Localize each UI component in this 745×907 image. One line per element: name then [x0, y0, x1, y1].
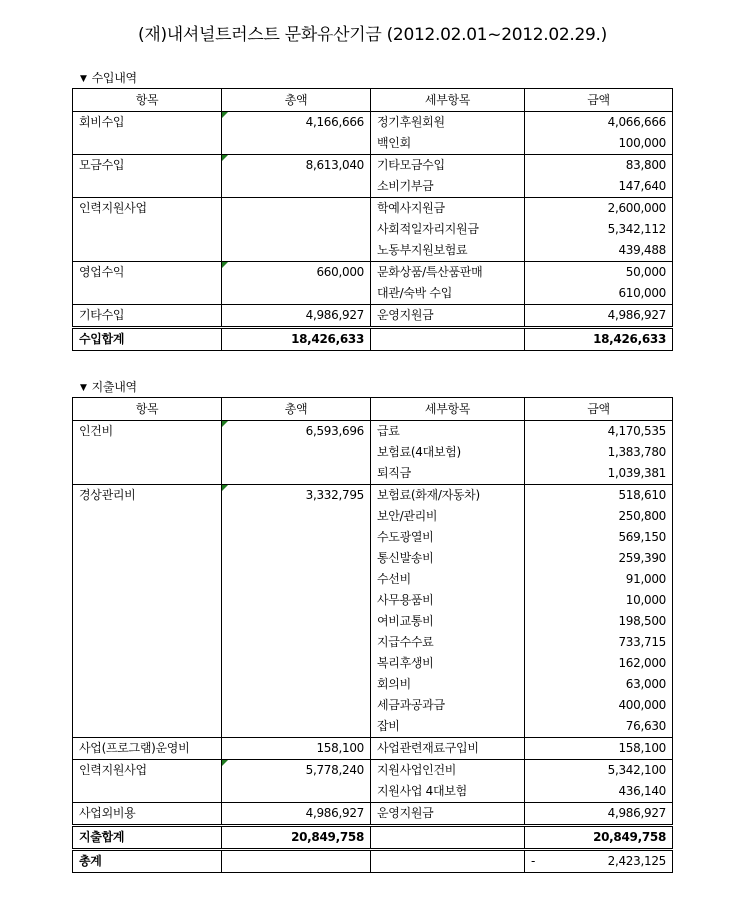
income-table [72, 88, 673, 351]
income-body [73, 112, 673, 351]
item-name: 사업(프로그램)운영비 [73, 738, 222, 760]
detail-amount: 76,630 [525, 716, 673, 738]
detail-amount: 569,150 [525, 527, 673, 548]
item-total: 4,986,927 [222, 803, 371, 826]
grand-total-amount: 2,423,125 [607, 854, 666, 868]
item-total: 5,778,240 [222, 760, 371, 803]
header-total: 총액 [222, 398, 371, 421]
detail-name: 급료 [371, 421, 525, 443]
item-name: 기타수입 [73, 305, 222, 328]
table-row [73, 803, 673, 826]
detail-amount: 198,500 [525, 611, 673, 632]
detail-name: 노동부지원보험료 [371, 240, 525, 262]
detail-amount: 158,100 [525, 738, 673, 760]
detail-name: 문화상품/특산품판매 [371, 262, 525, 284]
table-row [73, 155, 673, 177]
detail-amount: 250,800 [525, 506, 673, 527]
detail-name: 수선비 [371, 569, 525, 590]
detail-name: 보안/관리비 [371, 506, 525, 527]
detail-amount: 63,000 [525, 674, 673, 695]
item-total: 8,613,040 [222, 155, 371, 198]
table-row [73, 198, 673, 220]
detail-name: 정기후원회원 [371, 112, 525, 134]
item-total: 4,986,927 [222, 305, 371, 328]
expense-header-row [73, 398, 673, 421]
detail-amount: 1,383,780 [525, 442, 673, 463]
item-name: 영업수익 [73, 262, 222, 305]
detail-amount: 100,000 [525, 133, 673, 155]
item-total: 4,166,666 [222, 112, 371, 155]
item-total: 3,332,795 [222, 485, 371, 738]
detail-amount: 436,140 [525, 781, 673, 803]
detail-amount: 4,986,927 [525, 305, 673, 328]
detail-amount: 50,000 [525, 262, 673, 284]
expense-section-label [80, 378, 137, 395]
header-total: 총액 [222, 89, 371, 112]
header-item: 항목 [73, 398, 222, 421]
detail-amount: 259,390 [525, 548, 673, 569]
item-total: 6,593,696 [222, 421, 371, 485]
table-row [73, 738, 673, 760]
detail-name: 사회적일자리지원금 [371, 219, 525, 240]
detail-name: 퇴직금 [371, 463, 525, 485]
table-row [73, 112, 673, 134]
detail-amount: 400,000 [525, 695, 673, 716]
detail-name: 수도광열비 [371, 527, 525, 548]
detail-amount: 610,000 [525, 283, 673, 305]
header-amount: 금액 [525, 398, 673, 421]
detail-name: 복리후생비 [371, 653, 525, 674]
item-name: 경상관리비 [73, 485, 222, 738]
total-value: 18,426,633 [222, 328, 371, 351]
total-row [73, 328, 673, 351]
header-amount: 금액 [525, 89, 673, 112]
detail-amount: 5,342,100 [525, 760, 673, 782]
total-label: 수입합계 [73, 328, 222, 351]
table-row [73, 262, 673, 284]
total-detail-amount: 20,849,758 [525, 826, 673, 850]
item-name: 인력지원사업 [73, 760, 222, 803]
detail-amount: 162,000 [525, 653, 673, 674]
detail-name: 지원사업인건비 [371, 760, 525, 782]
expense-body [73, 421, 673, 873]
detail-name: 보험료(화재/자동차) [371, 485, 525, 507]
header-detail: 세부항목 [371, 398, 525, 421]
item-total [222, 198, 371, 262]
detail-name: 학예사지원금 [371, 198, 525, 220]
triangle-down-icon: ▼ [80, 383, 87, 393]
detail-name: 지원사업 4대보험 [371, 781, 525, 803]
detail-name: 사업관련재료구입비 [371, 738, 525, 760]
detail-amount: 91,000 [525, 569, 673, 590]
detail-name: 여비교통비 [371, 611, 525, 632]
detail-name: 잡비 [371, 716, 525, 738]
detail-amount: 1,039,381 [525, 463, 673, 485]
detail-amount: 4,986,927 [525, 803, 673, 826]
header-detail: 세부항목 [371, 89, 525, 112]
income-section-label [80, 69, 137, 86]
detail-name: 운영지원금 [371, 803, 525, 826]
table-row [73, 760, 673, 782]
triangle-down-icon: ▼ [80, 74, 87, 84]
grand-total-empty [371, 850, 525, 873]
income-section-text: 수입내역 [91, 71, 137, 85]
header-item: 항목 [73, 89, 222, 112]
detail-name: 회의비 [371, 674, 525, 695]
table-row [73, 421, 673, 443]
grand-total-row [73, 850, 673, 873]
detail-amount: 147,640 [525, 176, 673, 198]
detail-amount: 4,066,666 [525, 112, 673, 134]
expense-table [72, 397, 673, 873]
grand-total-sign: - [531, 854, 536, 868]
item-name: 인력지원사업 [73, 198, 222, 262]
item-total: 158,100 [222, 738, 371, 760]
total-value: 20,849,758 [222, 826, 371, 850]
detail-name: 세금과공과금 [371, 695, 525, 716]
detail-amount: 5,342,112 [525, 219, 673, 240]
total-detail-empty [371, 826, 525, 850]
detail-amount: 4,170,535 [525, 421, 673, 443]
grand-total-empty [222, 850, 371, 873]
total-detail-amount: 18,426,633 [525, 328, 673, 351]
income-header-row [73, 89, 673, 112]
page-title: (재)내셔널트러스트 문화유산기금 (2012.02.01~2012.02.29.) [138, 25, 607, 45]
detail-name: 운영지원금 [371, 305, 525, 328]
item-name: 사업외비용 [73, 803, 222, 826]
item-name: 모금수입 [73, 155, 222, 198]
detail-name: 지급수수료 [371, 632, 525, 653]
item-name: 인건비 [73, 421, 222, 485]
detail-amount: 439,488 [525, 240, 673, 262]
table-row [73, 485, 673, 507]
total-row [73, 826, 673, 850]
table-row [73, 305, 673, 328]
grand-total-label: 총계 [73, 850, 222, 873]
detail-amount: 2,600,000 [525, 198, 673, 220]
detail-name: 보험료(4대보험) [371, 442, 525, 463]
detail-name: 대관/숙박 수입 [371, 283, 525, 305]
detail-amount: 10,000 [525, 590, 673, 611]
item-total: 660,000 [222, 262, 371, 305]
detail-name: 기타모금수입 [371, 155, 525, 177]
grand-total-value [525, 850, 673, 873]
detail-amount: 83,800 [525, 155, 673, 177]
total-detail-empty [371, 328, 525, 351]
detail-name: 소비기부금 [371, 176, 525, 198]
item-name: 회비수입 [73, 112, 222, 155]
expense-section-text: 지출내역 [91, 380, 137, 394]
detail-name: 통신발송비 [371, 548, 525, 569]
detail-amount: 518,610 [525, 485, 673, 507]
detail-amount: 733,715 [525, 632, 673, 653]
detail-name: 백인회 [371, 133, 525, 155]
detail-name: 사무용품비 [371, 590, 525, 611]
total-label: 지출합계 [73, 826, 222, 850]
